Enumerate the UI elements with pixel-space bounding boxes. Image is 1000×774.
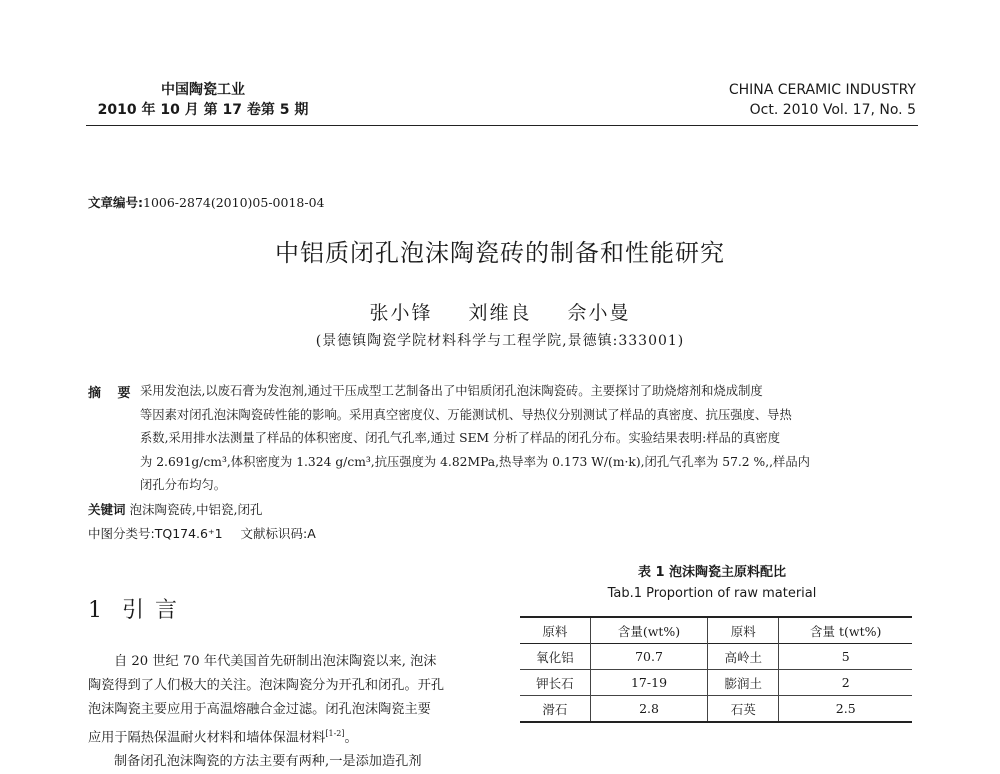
header-rule — [86, 125, 918, 126]
abstract-line: 系数,采用排水法测量了样品的体积密度、闭孔气孔率,通过 SEM 分析了样品的闭孔分布。实验结果表明:样品的真密度 — [140, 431, 781, 445]
classification — [88, 524, 316, 542]
table-caption-en: Tab.1 Proportion of raw material — [607, 586, 817, 601]
issue-info-cn: 2010 年 10 月 第 17 卷第 5 期 — [97, 102, 309, 118]
affiliation: (景德镇陶瓷学院材料科学与工程学院,景德镇:333001) — [315, 333, 685, 349]
table-cell: 钾长石 — [536, 675, 574, 691]
clc-label: 中图分类号: — [88, 526, 155, 541]
article-number — [88, 193, 324, 211]
article-number-label: 文章编号: — [88, 195, 143, 210]
table-header-cell: 含量 t(wt%) — [779, 617, 912, 644]
section-title: 引 言 — [122, 598, 179, 623]
abstract-line: 等因素对闭孔泡沫陶瓷砖性能的影响。采用真空密度仪、万能测试机、导热仪分别测试了样品的真密度、抗压强度、导热 — [140, 407, 792, 422]
journal-name-cn: 中国陶瓷工业 — [161, 82, 245, 98]
doc-code-value: A — [307, 526, 316, 541]
abstract-line: 闭孔分布均匀。 — [140, 478, 227, 492]
article-number-value: 1006-2874(2010)05-0018-04 — [143, 195, 325, 210]
table-row — [520, 670, 912, 696]
abstract-label: 摘 要 — [88, 386, 137, 401]
journal-header-en — [729, 80, 916, 120]
table-cell: 高岭土 — [708, 644, 779, 670]
body-line: 自 20 世纪 70 年代美国首先研制出泡沫陶瓷以来, 泡沫 — [114, 654, 437, 669]
table-caption-cn: 表 1 泡沫陶瓷主原料配比 — [637, 565, 787, 580]
body-line-with-citation — [88, 722, 506, 750]
table-cell: 17-19 — [590, 670, 707, 696]
table-cell: 氧化铝 — [536, 649, 574, 665]
section-heading — [88, 593, 179, 624]
abstract-line: 为 2.691g/cm³,体积密度为 1.324 g/cm³,抗压强度为 4.82MPa,热导率为 0.173 W/(m·k),闭孔气孔率为 57.2 %,,样品内 — [140, 454, 810, 469]
body-line: 陶瓷得到了人们极大的关注。泡沫陶瓷分为开孔和闭孔。开孔 — [88, 678, 445, 693]
author-name: 张小锋 — [369, 302, 433, 324]
section-number: 1 — [88, 598, 104, 623]
table-cell: 2.8 — [590, 696, 707, 723]
citation-ref: [1-2] — [325, 729, 345, 738]
keywords-label: 关键词 — [88, 502, 126, 517]
raw-material-table — [520, 616, 912, 723]
table-header-cell: 含量(wt%) — [590, 617, 707, 644]
abstract-body — [140, 380, 922, 498]
table-cell: 2 — [779, 670, 912, 696]
abstract-line: 采用发泡法,以废石膏为发泡剂,通过干压成型工艺制备出了中铝质闭孔泡沫陶瓷砖。主要探讨了助烧熔剂和烧成制度 — [140, 384, 763, 398]
table-header-cell: 原料 — [708, 617, 779, 644]
clc-value: TQ174.6⁺1 — [154, 526, 223, 541]
issue-info-en: Oct. 2010 Vol. 17, No. 5 — [749, 102, 916, 118]
table-row — [520, 696, 912, 723]
table-cell: 5 — [779, 644, 912, 670]
table-header-cell: 原料 — [542, 623, 568, 639]
author-name: 佘小曼 — [567, 302, 631, 324]
table-cell: 石英 — [708, 696, 779, 723]
journal-header-cn — [88, 80, 318, 120]
section-body — [88, 650, 506, 774]
table-cell: 膨润土 — [708, 670, 779, 696]
table-cell: 2.5 — [779, 696, 912, 723]
sentence-end: 。 — [344, 730, 358, 746]
body-line: 应用于隔热保温耐火材料和墙体保温材料 — [88, 730, 326, 746]
author-name: 刘维良 — [468, 302, 532, 324]
table-row — [520, 644, 912, 670]
keywords-value: 泡沫陶瓷砖,中铝瓷,闭孔 — [129, 502, 263, 517]
doc-code-label: 文献标识码: — [240, 526, 308, 541]
journal-name-en: CHINA CERAMIC INDUSTRY — [728, 82, 916, 98]
table-cell: 滑石 — [542, 701, 568, 717]
body-line: 制备闭孔泡沫陶瓷的方法主要有两种,一是添加造孔剂 — [114, 754, 422, 770]
table-header-row — [520, 617, 912, 644]
paper-title: 中铝质闭孔泡沫陶瓷砖的制备和性能研究 — [275, 239, 725, 267]
body-line: 泡沫陶瓷主要应用于高温熔融合金过滤。闭孔泡沫陶瓷主要 — [88, 702, 431, 717]
table-cell: 70.7 — [590, 644, 707, 670]
author-list — [0, 298, 1000, 325]
keywords — [88, 500, 262, 518]
